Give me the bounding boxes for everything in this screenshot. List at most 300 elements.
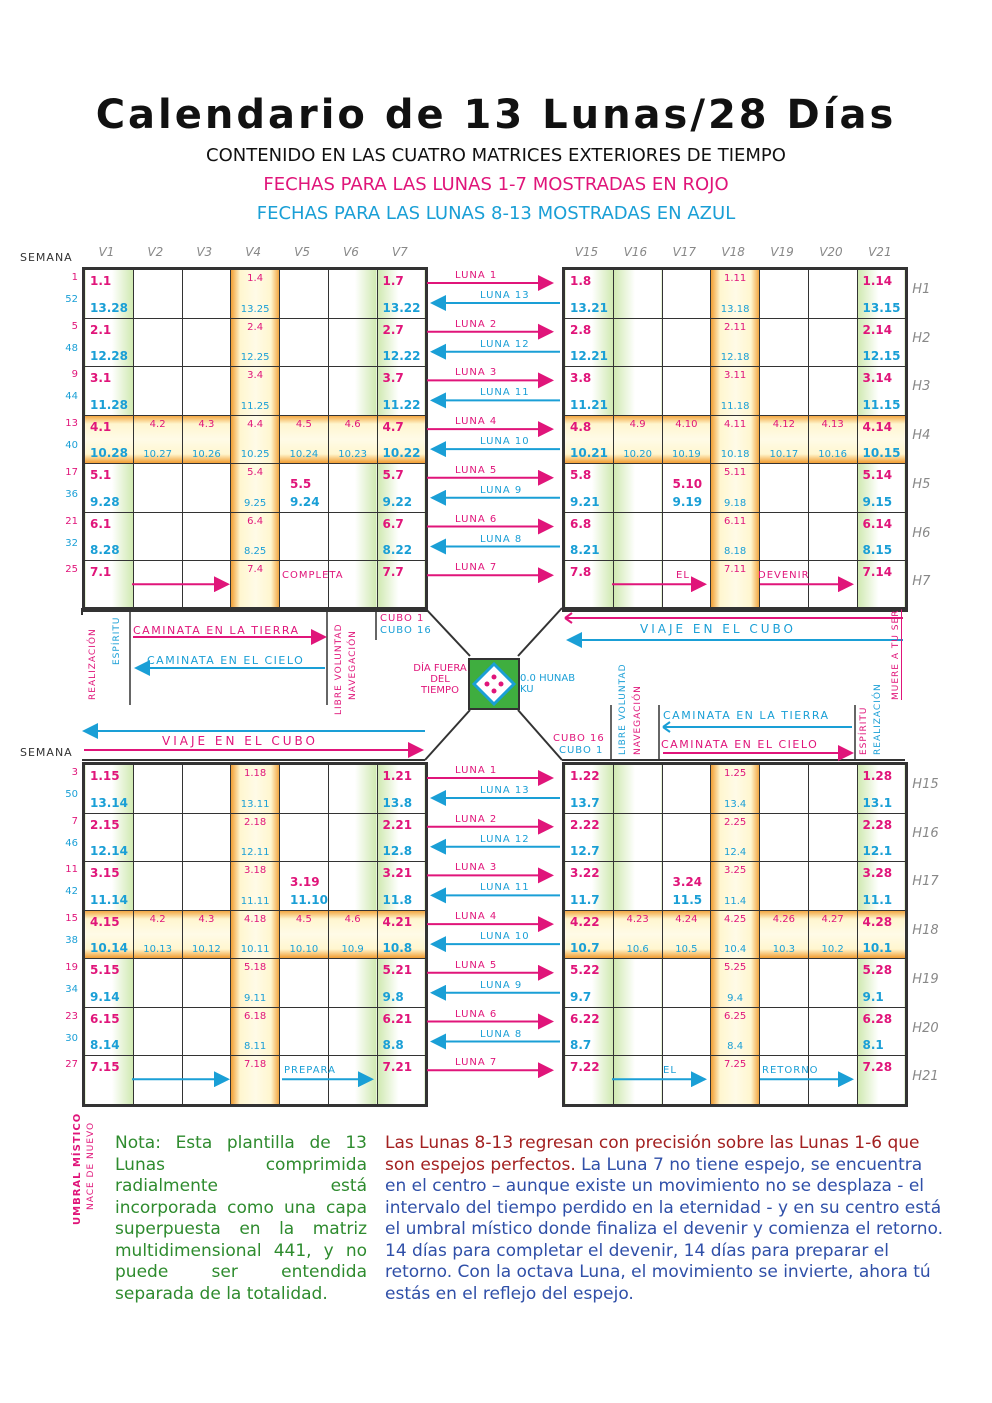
- luna-forward-label: LUNA 2: [455, 318, 498, 330]
- luna-forward-label: LUNA 3: [455, 367, 498, 379]
- blue-date: 13.25: [240, 303, 270, 315]
- dia-fuera-label: DÍA FUERA DEL TIEMPO: [413, 663, 467, 696]
- blue-date: 8.15: [862, 543, 893, 558]
- note-right-a: Las Lunas 8-13 regresan con precisión sobre las Lunas 1-6 que son espejos perfectos.: [385, 1133, 920, 1175]
- red-date: 4.10: [675, 418, 698, 430]
- red-date: 4.1: [90, 419, 112, 434]
- blue-date: 10.18: [720, 449, 750, 461]
- week-number: 23: [65, 1010, 78, 1022]
- blue-date: 9.14: [90, 989, 120, 1004]
- red-date: 6.8: [570, 516, 592, 531]
- red-date: 7.14: [862, 565, 893, 580]
- red-date: 6.28: [862, 1011, 893, 1026]
- blue-date: 9.4: [727, 992, 744, 1004]
- blue-date: 10.21: [570, 446, 608, 461]
- blue-date: 9.7: [570, 989, 592, 1004]
- red-date: 5.25: [723, 962, 747, 974]
- blue-date: 10.15: [862, 446, 901, 461]
- week-number: 5: [71, 320, 78, 332]
- blue-date: 8.7: [570, 1038, 592, 1053]
- week-number: 7: [71, 815, 78, 827]
- red-date: 6.25: [723, 1010, 747, 1022]
- red-date: 6.4: [247, 515, 264, 527]
- red-date: 4.14: [862, 419, 893, 434]
- semana-label: SEMANA: [20, 251, 73, 264]
- red-date: 6.7: [382, 516, 404, 531]
- blue-date: 10.22: [382, 446, 421, 461]
- red-date: 5.21: [382, 963, 413, 978]
- viaje-cubo-top: VIAJE EN EL CUBO: [640, 622, 796, 636]
- red-date: 5.8: [570, 468, 592, 483]
- luna-forward-label: LUNA 7: [455, 1057, 498, 1069]
- umbral-label: UMBRAL MÍSTICO: [72, 1112, 83, 1225]
- blue-date: 12.14: [90, 844, 128, 859]
- red-date: 4.23: [626, 913, 649, 925]
- red-date: 4.6: [344, 418, 361, 430]
- column-label: V16: [623, 245, 648, 259]
- red-date: 2.18: [243, 816, 267, 828]
- blue-date: 9.21: [570, 494, 600, 509]
- red-date: 7.1: [90, 565, 112, 580]
- week-number: 32: [65, 537, 78, 549]
- blue-date: 10.12: [192, 944, 221, 956]
- luna-forward-label: LUNA 2: [455, 813, 498, 825]
- blue-date: 12.18: [720, 352, 750, 364]
- red-date: 1.22: [570, 769, 600, 783]
- red-date: 3.19: [290, 875, 320, 890]
- blue-date: 10.24: [289, 449, 319, 461]
- row-label: H7: [912, 574, 931, 590]
- column-label: V21: [868, 245, 892, 259]
- espiritu-br: ESPÍRITU: [859, 706, 869, 755]
- column-label: V1: [98, 245, 115, 259]
- week-number: 21: [65, 515, 78, 527]
- blue-date: 10.11: [240, 944, 270, 956]
- blue-date: 10.2: [821, 944, 844, 956]
- red-date: 1.14: [862, 274, 893, 288]
- red-date: 4.27: [821, 913, 844, 925]
- column-label: V3: [196, 245, 213, 259]
- blue-date: 10.23: [338, 449, 367, 461]
- red-date: 5.4: [247, 467, 264, 479]
- cubo-bot-1: CUBO 1: [559, 745, 604, 756]
- blue-date: 12.28: [90, 349, 128, 364]
- red-date: 5.5: [290, 477, 312, 492]
- red-date: 4.7: [382, 419, 404, 434]
- red-date: 4.9: [629, 418, 646, 430]
- red-date: 2.22: [570, 817, 600, 832]
- column-label: V4: [245, 245, 262, 259]
- red-date: 1.8: [570, 274, 592, 288]
- red-date: 7.7: [382, 565, 404, 580]
- blue-date: 12.15: [862, 349, 901, 364]
- red-date: 1.18: [243, 768, 267, 779]
- luna-return-label: LUNA 8: [480, 1028, 523, 1040]
- red-date: 4.2: [149, 913, 166, 925]
- red-date: 6.14: [862, 516, 893, 531]
- week-number: 42: [65, 886, 78, 898]
- blue-legend: FECHAS PARA LAS LUNAS 8-13 MOSTRADAS EN AZUL: [256, 203, 736, 224]
- week-number: 30: [65, 1032, 78, 1044]
- row7-label: PREPARA: [284, 1065, 336, 1077]
- cubo-bot-16: CUBO 16: [553, 733, 605, 744]
- week-number: 3: [71, 767, 78, 778]
- red-date: 4.15: [90, 914, 120, 929]
- blue-date: 8.8: [382, 1038, 404, 1053]
- blue-date: 11.21: [570, 397, 608, 412]
- blue-date: 10.6: [626, 944, 649, 956]
- week-number: 36: [65, 488, 78, 500]
- red-date: 3.1: [90, 371, 112, 386]
- red-date: 1.11: [723, 273, 747, 284]
- red-date: 3.4: [247, 370, 264, 382]
- red-date: 2.14: [862, 322, 893, 337]
- realizacion-tl: REALIZACIÓN: [88, 628, 98, 700]
- week-number: 50: [65, 789, 78, 800]
- week-number: 13: [65, 418, 78, 430]
- luna-forward-label: LUNA 5: [455, 464, 498, 476]
- blue-date: 9.15: [862, 494, 893, 509]
- week-number: 40: [65, 440, 78, 452]
- red-date: 4.26: [772, 913, 795, 925]
- blue-date: 9.28: [90, 494, 120, 509]
- red-date: 6.18: [243, 1010, 267, 1022]
- luna-forward-label: LUNA 5: [455, 959, 498, 971]
- red-date: 7.21: [382, 1060, 413, 1075]
- red-date: 4.2: [149, 418, 166, 430]
- luna-forward-label: LUNA 3: [455, 862, 498, 874]
- blue-date: 10.25: [240, 449, 270, 461]
- red-date: 4.25: [723, 913, 747, 925]
- red-date: 1.25: [723, 768, 747, 779]
- red-date: 1.7: [382, 274, 404, 288]
- luna-forward-label: LUNA 1: [455, 765, 498, 776]
- red-date: 6.1: [90, 516, 112, 531]
- red-date: 3.24: [672, 875, 703, 890]
- blue-date: 10.10: [289, 944, 319, 956]
- blue-date: 11.4: [723, 895, 747, 907]
- red-date: 4.5: [295, 418, 312, 430]
- week-number: 46: [65, 837, 78, 849]
- red-date: 4.24: [675, 913, 698, 925]
- week-number: 17: [65, 466, 78, 478]
- row-label: H18: [912, 923, 939, 939]
- note-right-b: La Luna 7 no tiene espejo, se encuentra en el centro – aunque existe un movimiento no se desplaza - el intervalo del tiempo perdido en la eternidad - y en su centro está el umbral místico donde finaliza el devenir y comienza el retorno. 14 días para completar el devenir, 14 días para preparar el retorno. Con la octava Luna, el movimiento se invierte, ahora tú estás en el reflejo del espejo.: [385, 1154, 944, 1304]
- week-number: 19: [65, 961, 78, 973]
- red-date: 2.25: [723, 816, 747, 828]
- red-date: 7.11: [723, 564, 747, 576]
- row-label: H15: [912, 777, 939, 792]
- red-date: 3.8: [570, 371, 592, 386]
- blue-date: 8.25: [243, 546, 267, 558]
- blue-date: 13.15: [862, 300, 901, 315]
- column-label: V2: [147, 245, 164, 259]
- red-date: 4.3: [198, 913, 215, 925]
- blue-date: 9.19: [672, 494, 703, 509]
- red-date: 6.15: [90, 1011, 120, 1026]
- subtitle: CONTENIDO EN LAS CUATRO MATRICES EXTERIORES DE TIEMPO: [206, 145, 786, 166]
- blue-date: 10.26: [192, 449, 221, 461]
- blue-date: 12.25: [240, 352, 270, 364]
- luna-return-label: LUNA 12: [480, 833, 530, 845]
- blue-date: 10.1: [862, 941, 893, 956]
- luna-return-label: LUNA 11: [480, 387, 530, 399]
- week-number: 44: [65, 391, 78, 403]
- nace-label: NACE DE NUEVO: [86, 1121, 96, 1210]
- viaje-cubo-bottom: VIAJE EN EL CUBO: [162, 734, 318, 748]
- red-date: 4.11: [723, 418, 747, 430]
- luna-forward-label: LUNA 4: [455, 416, 498, 428]
- red-date: 2.21: [382, 817, 413, 832]
- column-label: V15: [574, 245, 599, 259]
- red-date: 3.22: [570, 866, 600, 881]
- row-label: H19: [912, 971, 939, 987]
- row7-label: COMPLETA: [282, 570, 344, 582]
- luna-return-label: LUNA 9: [480, 484, 523, 496]
- red-date: 2.4: [247, 321, 264, 333]
- column-label: V17: [672, 245, 696, 259]
- week-number: 11: [65, 864, 78, 876]
- column-label: V20: [819, 245, 843, 259]
- hunab-label: 0.0 HUNAB KU: [520, 673, 576, 695]
- semana-label: SEMANA: [20, 746, 73, 759]
- red-date: 4.22: [570, 914, 600, 929]
- red-date: 5.7: [382, 468, 404, 483]
- red-date: 7.15: [90, 1060, 120, 1075]
- column-label: V5: [294, 245, 310, 259]
- blue-date: 8.22: [382, 543, 413, 558]
- row7-el-label: EL: [676, 570, 690, 582]
- red-date: 3.28: [862, 866, 893, 881]
- navegacion-tl: NAVEGACIÓN: [348, 630, 358, 700]
- blue-date: 13.28: [90, 300, 128, 315]
- blue-date: 13.21: [570, 300, 608, 315]
- row-label: H6: [912, 525, 931, 541]
- red-date: 1.21: [382, 769, 413, 783]
- blue-date: 8.14: [90, 1038, 120, 1053]
- luna-return-label: LUNA 13: [480, 785, 530, 796]
- muere-label: MUERE A TU SER: [891, 609, 901, 700]
- red-date: 2.1: [90, 322, 112, 337]
- blue-date: 13.1: [862, 795, 893, 810]
- blue-date: 9.24: [290, 494, 320, 509]
- luna-return-label: LUNA 10: [480, 436, 530, 448]
- luna-forward-label: LUNA 1: [455, 270, 498, 281]
- cubo-top-16: CUBO 16: [380, 625, 432, 636]
- blue-date: 11.25: [240, 400, 270, 412]
- red-date: 1.28: [862, 769, 893, 783]
- blue-date: 9.22: [382, 494, 413, 509]
- blue-date: 13.22: [382, 300, 421, 315]
- libre-voluntad-br: LIBRE VOLUNTAD: [618, 663, 628, 755]
- blue-date: 10.9: [341, 944, 364, 956]
- week-number: 9: [71, 369, 78, 381]
- red-date: 5.15: [90, 963, 120, 978]
- red-date: 3.14: [862, 371, 893, 386]
- red-date: 5.28: [862, 963, 893, 978]
- red-date: 4.13: [821, 418, 844, 430]
- blue-date: 10.7: [570, 941, 600, 956]
- blue-date: 8.1: [862, 1038, 884, 1053]
- red-date: 5.18: [243, 962, 267, 974]
- red-date: 7.22: [570, 1060, 600, 1075]
- column-label: V7: [391, 245, 408, 259]
- row-label: H5: [912, 476, 931, 492]
- blue-date: 11.22: [382, 397, 421, 412]
- blue-date: 10.28: [90, 446, 128, 461]
- red-date: 2.11: [723, 321, 747, 333]
- blue-date: 13.14: [90, 795, 128, 810]
- libre-voluntad-tl: LIBRE VOLUNTAD: [334, 623, 344, 715]
- red-date: 3.15: [90, 866, 120, 881]
- red-date: 4.8: [570, 419, 592, 434]
- red-date: 1.1: [90, 274, 112, 288]
- blue-date: 8.4: [727, 1041, 744, 1053]
- red-date: 5.11: [723, 467, 747, 479]
- blue-date: 10.17: [769, 449, 799, 461]
- red-date: 2.8: [570, 322, 592, 337]
- row-label: H3: [912, 379, 931, 395]
- blue-date: 10.3: [772, 944, 795, 956]
- blue-date: 9.25: [243, 497, 267, 509]
- luna-return-label: LUNA 8: [480, 533, 523, 545]
- red-date: 5.22: [570, 963, 600, 978]
- blue-date: 9.11: [243, 992, 267, 1004]
- caminata-tierra-br: CAMINATA EN LA TIERRA: [663, 709, 830, 722]
- red-legend: FECHAS PARA LAS LUNAS 1-7 MOSTRADAS EN ROJO: [263, 174, 729, 195]
- blue-date: 11.1: [862, 892, 893, 907]
- caminata-tierra-label: CAMINATA EN LA TIERRA: [133, 624, 300, 637]
- week-number: 25: [65, 564, 78, 576]
- blue-date: 8.18: [723, 546, 747, 558]
- red-date: 4.12: [772, 418, 795, 430]
- red-date: 4.18: [243, 913, 267, 925]
- blue-date: 13.11: [240, 798, 270, 810]
- red-date: 7.28: [862, 1060, 893, 1075]
- week-number: 15: [65, 913, 78, 925]
- week-number: 34: [65, 983, 78, 995]
- blue-date: 13.7: [570, 795, 600, 810]
- blue-date: 13.8: [382, 795, 413, 810]
- blue-date: 9.1: [862, 989, 884, 1004]
- row7-label: DEVENIR: [758, 570, 810, 582]
- blue-date: 12.8: [382, 844, 413, 859]
- red-date: 7.8: [570, 565, 592, 580]
- caminata-cielo-br: CAMINATA EN EL CIELO: [661, 738, 819, 751]
- red-date: 1.4: [247, 273, 264, 284]
- luna-return-label: LUNA 10: [480, 931, 530, 943]
- blue-date: 9.18: [723, 497, 747, 509]
- week-number: 38: [65, 935, 78, 947]
- red-date: 3.21: [382, 866, 413, 881]
- note-right: [385, 1133, 945, 1305]
- blue-date: 8.11: [243, 1041, 267, 1053]
- luna-return-label: LUNA 9: [480, 979, 523, 991]
- blue-date: 11.7: [570, 892, 600, 907]
- blue-date: 11.5: [672, 892, 703, 907]
- row7-label: RETORNO: [762, 1065, 819, 1077]
- red-date: 4.4: [247, 418, 264, 430]
- luna-return-label: LUNA 11: [480, 882, 530, 894]
- red-date: 7.25: [723, 1059, 747, 1071]
- red-date: 4.3: [198, 418, 215, 430]
- luna-forward-label: LUNA 6: [455, 513, 498, 525]
- cubo-top-1: CUBO 1: [380, 613, 425, 624]
- blue-date: 13.18: [720, 303, 750, 315]
- row-label: H4: [912, 428, 931, 444]
- luna-forward-label: LUNA 7: [455, 562, 498, 574]
- row7-label: EL: [663, 1065, 677, 1077]
- row-label: H21: [912, 1069, 939, 1085]
- blue-date: 11.8: [382, 892, 413, 907]
- navegacion-br: NAVEGACIÓN: [633, 685, 643, 755]
- blue-date: 11.14: [90, 892, 128, 907]
- blue-date: 13.4: [723, 798, 747, 810]
- row-label: H16: [912, 825, 939, 841]
- blue-date: 10.14: [90, 941, 128, 956]
- red-date: 7.18: [243, 1059, 267, 1071]
- red-date: 4.6: [344, 913, 361, 925]
- red-date: 3.18: [243, 865, 267, 877]
- blue-date: 10.8: [382, 941, 413, 956]
- red-date: 5.14: [862, 468, 893, 483]
- blue-date: 8.21: [570, 543, 600, 558]
- luna-return-label: LUNA 12: [480, 338, 530, 350]
- week-number: 1: [71, 272, 78, 283]
- row-label: H1: [912, 282, 931, 297]
- red-date: 2.7: [382, 322, 404, 337]
- column-label: V6: [343, 245, 359, 259]
- week-number: 27: [65, 1059, 78, 1071]
- red-date: 5.1: [90, 468, 112, 483]
- column-label: V18: [721, 245, 745, 259]
- week-number: 52: [65, 294, 78, 305]
- row-label: H17: [912, 874, 939, 890]
- blue-date: 12.1: [862, 844, 893, 859]
- red-date: 3.11: [723, 370, 747, 382]
- blue-date: 12.7: [570, 844, 600, 859]
- red-date: 2.28: [862, 817, 893, 832]
- realizacion-br: REALIZACIÓN: [873, 683, 883, 755]
- luna-forward-label: LUNA 6: [455, 1008, 498, 1020]
- blue-date: 11.10: [290, 892, 328, 907]
- blue-date: 12.22: [382, 349, 421, 364]
- blue-date: 10.4: [723, 944, 747, 956]
- week-number: 48: [65, 342, 78, 354]
- red-date: 6.22: [570, 1011, 600, 1026]
- luna-return-label: LUNA 13: [480, 290, 530, 301]
- blue-date: 12.4: [723, 847, 747, 859]
- blue-date: 10.13: [143, 944, 172, 956]
- red-date: 4.28: [862, 914, 893, 929]
- red-date: 2.15: [90, 817, 120, 832]
- red-date: 3.7: [382, 371, 404, 386]
- red-date: 4.5: [295, 913, 312, 925]
- blue-date: 9.8: [382, 989, 404, 1004]
- row-label: H20: [912, 1020, 939, 1036]
- espiritu-tl: ESPÍRITU: [112, 616, 122, 665]
- red-date: 4.21: [382, 914, 413, 929]
- red-date: 7.4: [247, 564, 264, 576]
- blue-date: 10.5: [675, 944, 698, 956]
- red-date: 1.15: [90, 769, 120, 783]
- red-date: 3.25: [723, 865, 747, 877]
- red-date: 6.21: [382, 1011, 413, 1026]
- blue-date: 10.20: [623, 449, 652, 461]
- column-label: V19: [770, 245, 794, 259]
- blue-date: 10.16: [818, 449, 847, 461]
- note-left: Nota: Esta plantilla de 13 Lunas comprimida radialmente está incorporada como una capa superpuesta en la matriz multidimensional 441, y no puede ser entendida separada de la totalidad.: [115, 1133, 367, 1304]
